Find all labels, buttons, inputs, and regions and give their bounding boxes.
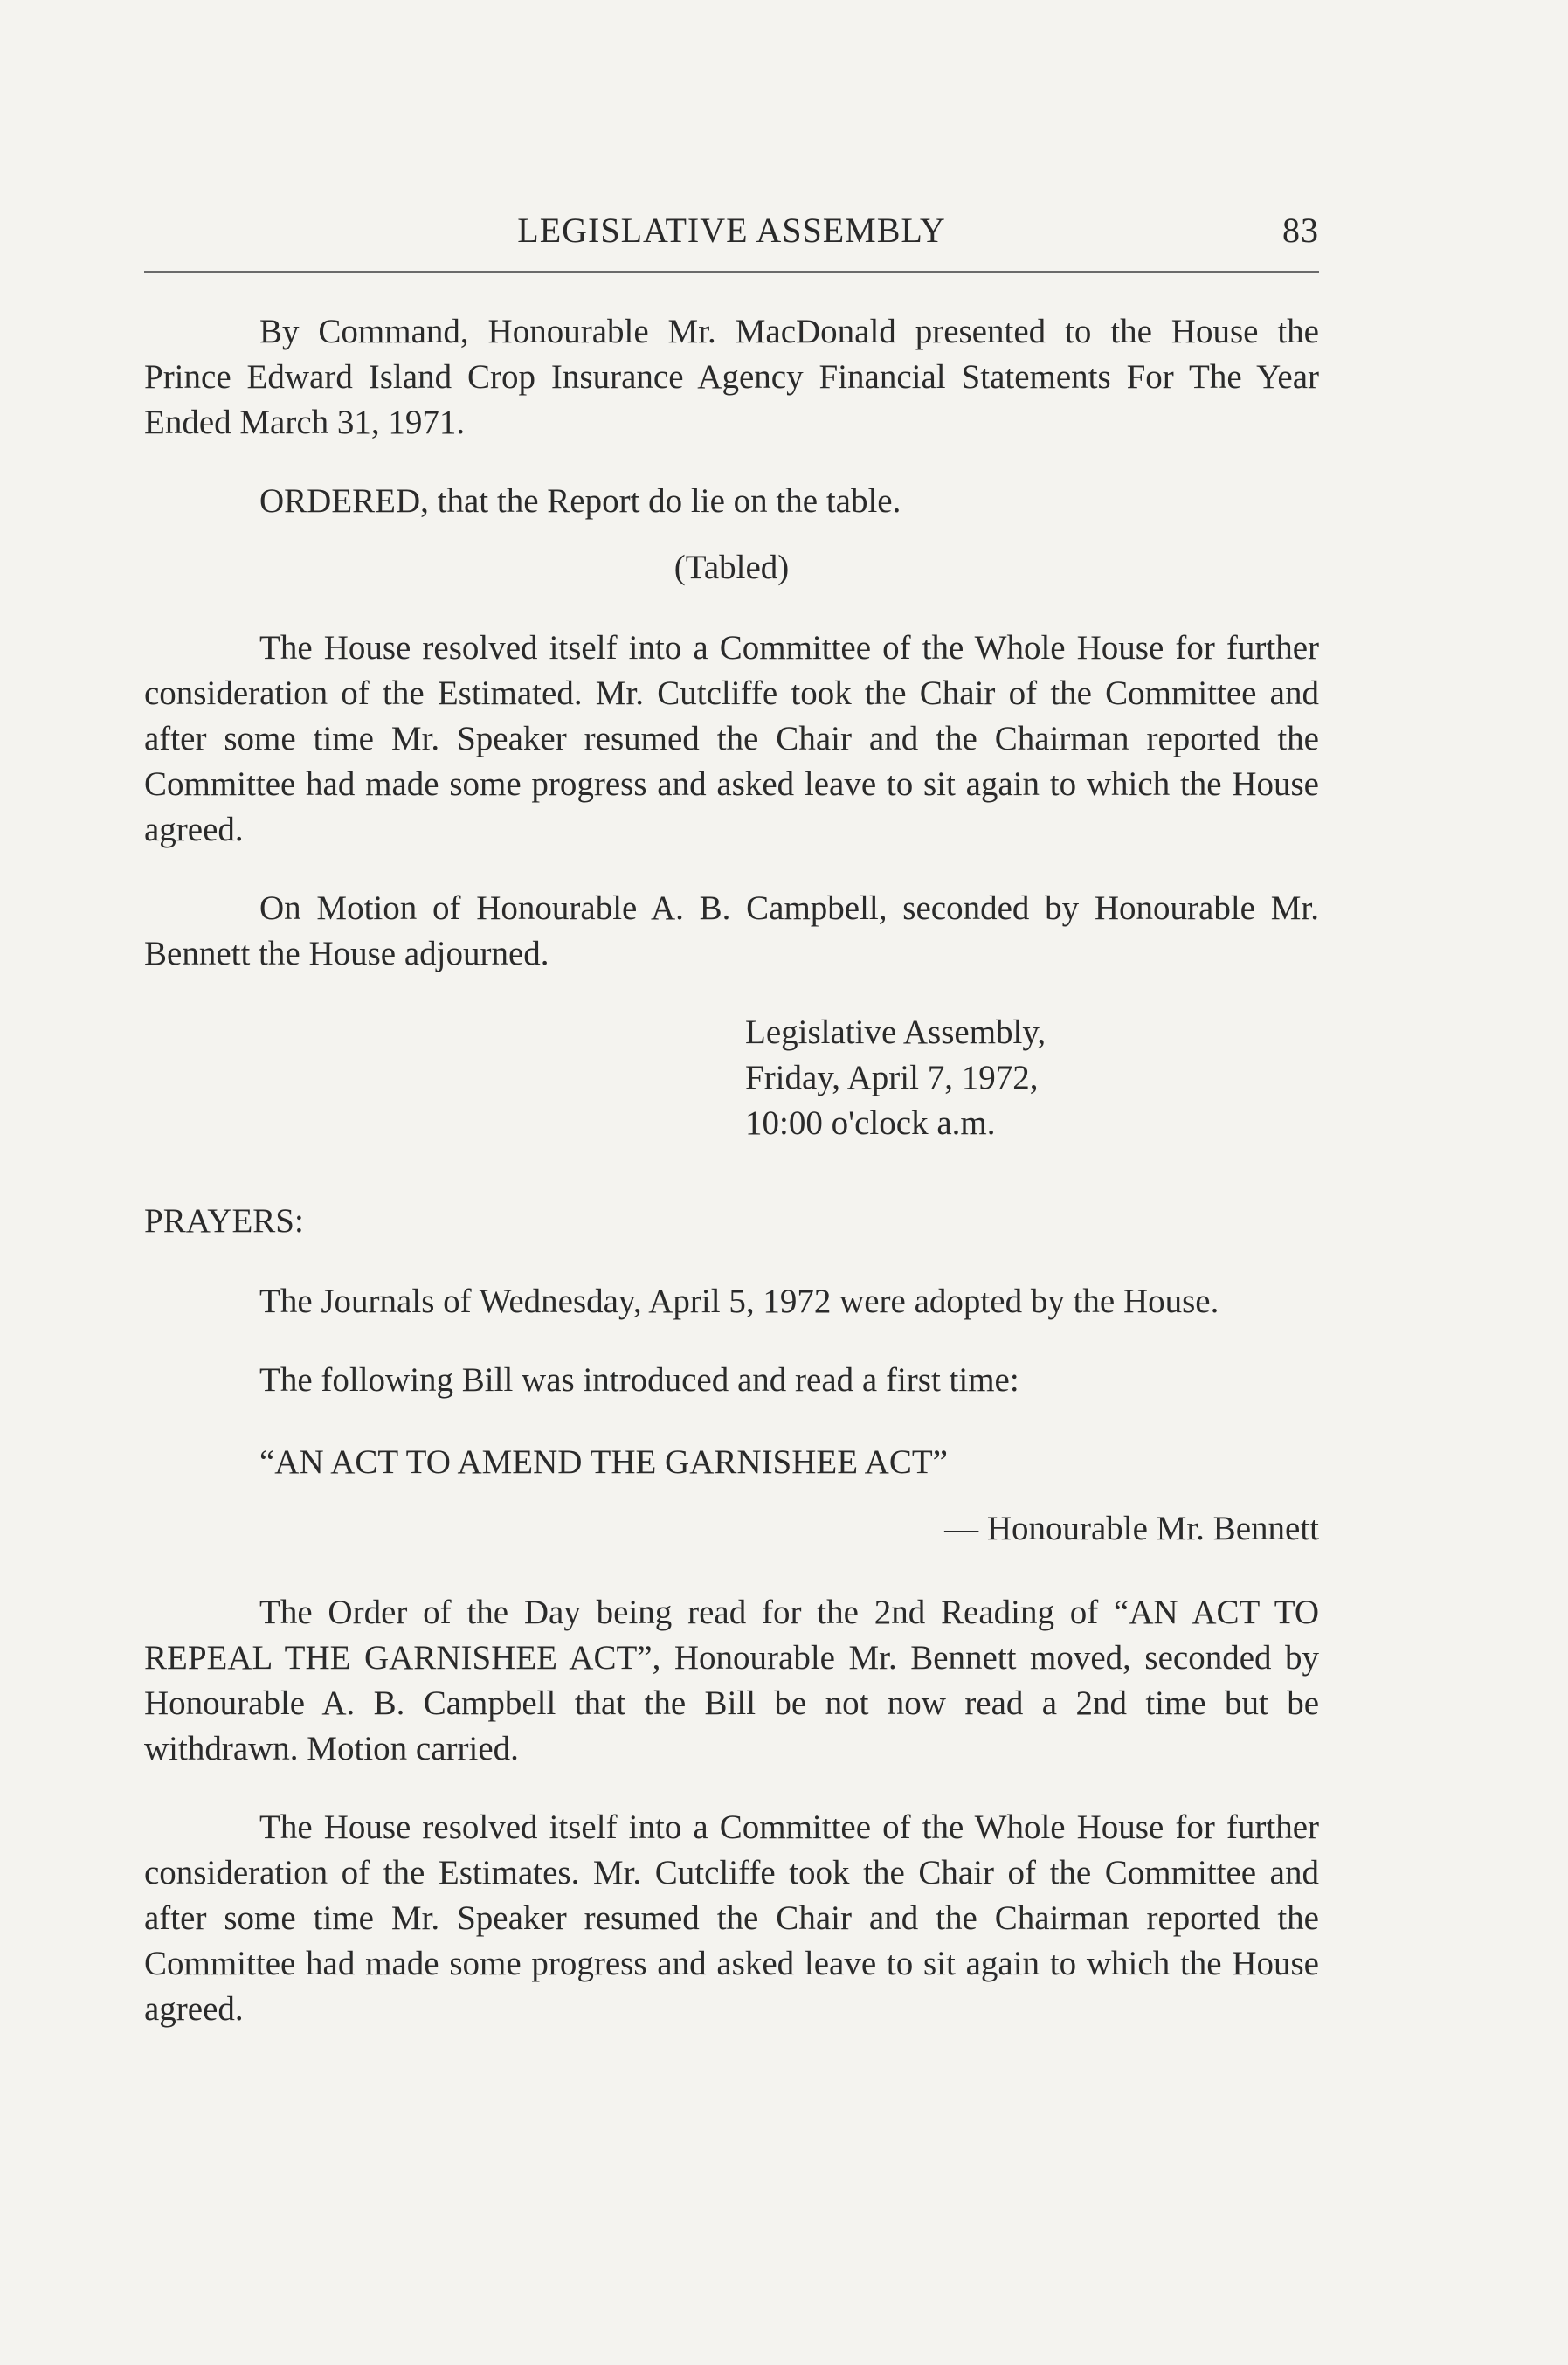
paragraph-journals-adopted: The Journals of Wednesday, April 5, 1972 were adopted by the House. [259,1283,1219,1320]
paragraph-committee-estimates: The House resolved itself into a Committee of the Whole House for further consideration of the Estimates. Mr. Cutcliffe took the Chair of the Committee and after some time Mr. Speaker resumed the Chair and the Chairman reported the Committee had made some progress and asked leave to sit again to which the House agreed. [144,1808,1319,2028]
paragraph-committee-estimated: The House resolved itself into a Committee of the Whole House for further consideration of the Estimated. Mr. Cutcliffe took the Chair of the Committee and after some time Mr. Speaker resumed the Chair and the Chairman reported the Committee had made some progress and asked leave to sit again to which the House agreed. [144,629,1319,848]
header-rule [144,271,1319,273]
bill-sponsor: — Honourable Mr. Bennett [944,1510,1319,1547]
paragraph-second-reading: The Order of the Day being read for the 2nd Reading of “AN ACT TO REPEAL THE GARNISHEE ACT”, Honourable Mr. Bennett moved, seconded by Honourable A. B. Campbell that the Bill be not now read a 2nd time but be withdrawn. Motion carried. [144,1594,1319,1767]
sitting-dateline [745,1010,1319,1146]
paragraph-command-presentation: By Command, Honourable Mr. MacDonald presented to the House the Prince Edward Island Crop Insurance Agency Financial Statements For The Year Ended March 31, 1971. [144,313,1319,441]
paragraph-adjournment-motion: On Motion of Honourable A. B. Campbell, seconded by Honourable Mr. Bennett the House adjourned. [144,889,1319,972]
prayers-heading: PRAYERS: [144,1202,304,1240]
paragraph-ordered: ORDERED, that the Report do lie on the table. [259,482,901,520]
tabled-note: (Tabled) [673,549,790,586]
running-header [144,210,1319,262]
running-header-title: LEGISLATIVE ASSEMBLY [517,211,946,250]
page-content [144,210,1319,2032]
paragraph-bill-introduced: The following Bill was introduced and read a first time: [259,1361,1019,1399]
sitting-line-time: 10:00 o'clock a.m. [745,1104,996,1142]
page-number: 83 [1282,211,1319,250]
sitting-line-date: Friday, April 7, 1972, [745,1059,1039,1096]
sitting-line-assembly: Legislative Assembly, [745,1013,1046,1051]
bill-title: “AN ACT TO AMEND THE GARNISHEE ACT” [259,1443,948,1481]
